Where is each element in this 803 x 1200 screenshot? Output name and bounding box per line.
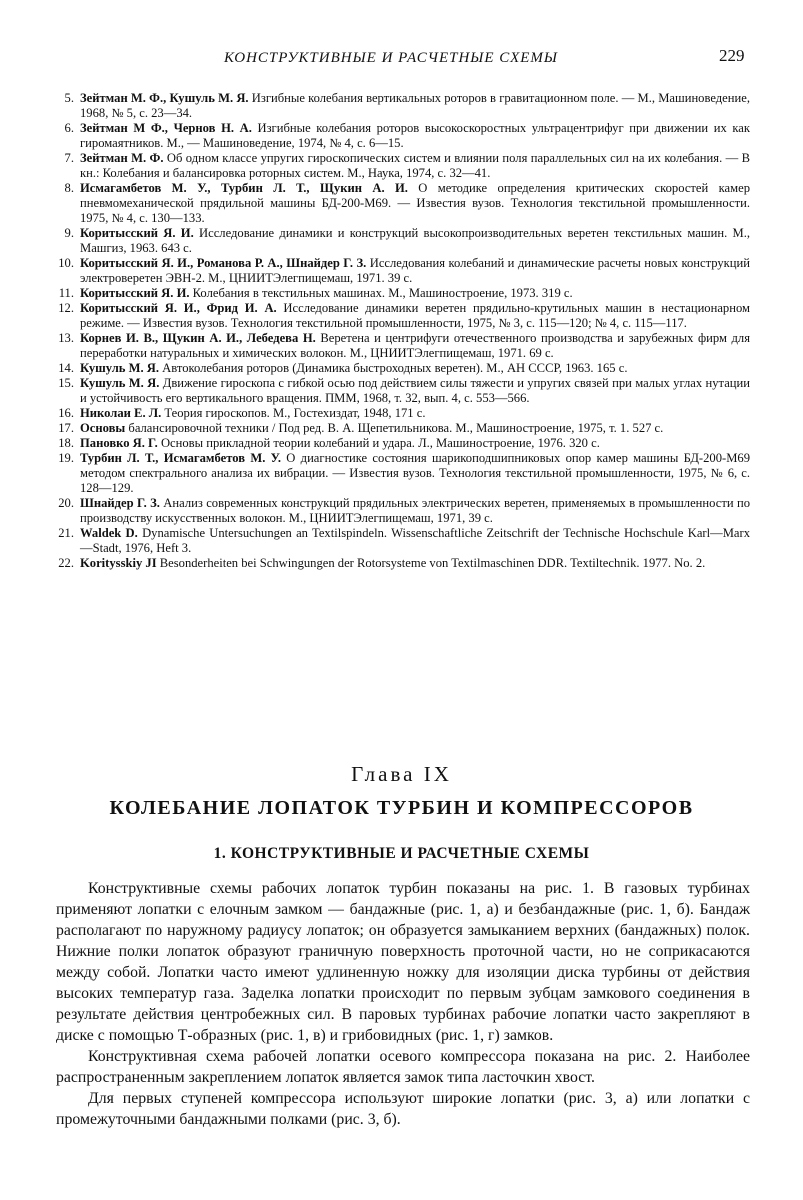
reference-item (56, 286, 750, 301)
reference-authors: Коритысский Я. И., Романова Р. А., Шнайдер Г. З. (80, 256, 367, 270)
reference-number: 11. (58, 286, 74, 300)
reference-authors: Кушуль М. Я. (80, 376, 160, 390)
reference-text: Исследование динамики веретен прядильно-крутильных машин в нестационарном режиме. — Известия вузов. Технология текстильной промышленности, 1975, № 3, с. 115—120; № 4, с. 115—117. (80, 301, 750, 330)
reference-authors: Зейтман М Ф., Чернов Н. А. (80, 121, 252, 135)
body-paragraph: Конструктивные схемы рабочих лопаток турбин показаны на рис. 1. В газовых турбинах применяют лопатки с елочным замком — бандажные (рис. 1, а) и безбандажные (рис. 1, б). Бандаж располагают по наружному радиусу лопаток; он образуется замыканием верхних (бандажных) полок. Нижние полки лопаток образуют граничную поверхность проточной части, но не соприкасаются между собой. Лопатки часто имеют удлиненную ножку для изоляции диска турбины от действия высоких температур газа. Заделка лопатки происходит по первым зубцам замкового соединения в результате действия центробежных сил. В паровых турбинах рабочие лопатки часто закрепляют в диске с помощью Т-образных (рис. 1, в) и грибовидных (рис. 1, г) замков. (56, 880, 750, 1044)
reference-authors: Зейтман М. Ф., Кушуль М. Я. (80, 91, 249, 105)
reference-item (56, 526, 750, 556)
reference-authors: Корнев И. В., Щукин А. И., Лебедева Н. (80, 331, 316, 345)
reference-number: 18. (58, 436, 74, 450)
reference-item (56, 451, 750, 496)
reference-number: 15. (58, 376, 74, 390)
reference-text: Автоколебания роторов (Динамика быстроходных веретен). М., АН СССР, 1963. 165 с. (159, 361, 628, 375)
reference-number: 8. (64, 181, 74, 195)
page-header (0, 46, 803, 70)
reference-item (56, 121, 750, 151)
reference-text: балансировочной техники / Под ред. В. А. Щепетильникова. М., Машиностроение, 1975, т. 1. 527 с. (125, 421, 664, 435)
reference-authors: Waldek D. (80, 526, 138, 540)
reference-number: 6. (64, 121, 74, 135)
reference-item (56, 226, 750, 256)
reference-authors: Коритысский Я. И. (80, 226, 194, 240)
reference-number: 20. (58, 496, 74, 510)
reference-text: Основы прикладной теории колебаний и удара. Л., Машиностроение, 1976. 320 с. (157, 436, 600, 450)
reference-text: Исследования колебаний и динамические расчеты новых конструкций электроверетен ЭВН-2. М., ЦНИИТЭлегпищемаш, 1971. 39 с. (80, 256, 750, 285)
reference-text: Dynamische Untersuchungen an Textilspindeln. Wissenschaftliche Zeitschrift der Technische Hochschule Karl—Marx—Stadt, 1976, Heft 3. (80, 526, 750, 555)
reference-authors: Исмагамбетов М. У., Турбин Л. Т., Щукин А. И. (80, 181, 408, 195)
reference-number: 21. (58, 526, 74, 540)
reference-authors: Турбин Л. Т., Исмагамбетов М. У. (80, 451, 281, 465)
reference-number: 19. (58, 451, 74, 465)
reference-item (56, 301, 750, 331)
reference-text: Besonderheiten bei Schwingungen der Rotorsysteme von Textilmaschinen DDR. Textiltechnik. 1977. No. 2. (156, 556, 706, 570)
reference-text: Изгибные колебания роторов высокоскоростных ультрацентрифуг при движении их как гиромаятников. М., — Машиноведение, 1974, № 4, с. 6—15. (80, 121, 750, 150)
reference-text: Веретена и центрифуги отечественного производства и зарубежных фирм для переработки натуральных и химических волокон. М., ЦНИИТЭлегпищемаш, 1971. 69 с. (80, 331, 750, 360)
reference-authors: Николаи Е. Л. (80, 406, 162, 420)
reference-list (56, 91, 750, 571)
reference-number: 10. (58, 256, 74, 270)
reference-text: О диагностике состояния шарикоподшипниковых опор камер машины БД-200-М69 методом спектрального анализа их вибрации. — Известия вузов. Технология текстильной промышленности, 1975, № 6, с. 128—129. (80, 451, 750, 495)
body-text (56, 878, 750, 1130)
reference-authors: Зейтман М. Ф. (80, 151, 164, 165)
reference-item (56, 376, 750, 406)
reference-item (56, 331, 750, 361)
reference-number: 13. (58, 331, 74, 345)
chapter-label: Глава IX (351, 762, 452, 786)
reference-item (56, 91, 750, 121)
body-paragraph: Конструктивная схема рабочей лопатки осевого компрессора показана на рис. 2. Наиболее распространенным закреплением лопаток является замок типа ласточкин хвост. (56, 1048, 750, 1086)
reference-text: Об одном классе упругих гироскопических систем и влиянии поля параллельных сил на их колебания. — В кн.: Колебания и балансировка роторных систем. М., Наука, 1974, с. 32—41. (80, 151, 750, 180)
running-title: КОНСТРУКТИВНЫЕ И РАСЧЕТНЫЕ СХЕМЫ (224, 50, 558, 66)
reference-authors: Коритысский Я. И., Фрид И. А. (80, 301, 277, 315)
reference-authors: Koritysskiy JI (80, 556, 157, 570)
reference-text: Анализ современных конструкций прядильных электрических веретен, применяемых в промышленности по производству искусственных волокон. М., ЦНИИТЭлегпищемаш, 1971, 39 с. (80, 496, 750, 525)
reference-text: Исследование динамики и конструкций высокопроизводительных веретен текстильных машин. М., Машгиз, 1963. 643 с. (80, 226, 750, 255)
reference-item (56, 406, 750, 421)
reference-number: 12. (58, 301, 74, 315)
reference-number: 5. (64, 91, 74, 105)
reference-number: 7. (64, 151, 74, 165)
chapter-title: КОЛЕБАНИЕ ЛОПАТОК ТУРБИН И КОМПРЕССОРОВ (109, 797, 694, 819)
reference-item (56, 421, 750, 436)
reference-number: 22. (58, 556, 74, 570)
reference-item (56, 556, 750, 571)
section-title: 1. КОНСТРУКТИВНЫЕ И РАСЧЕТНЫЕ СХЕМЫ (213, 845, 590, 862)
reference-authors: Основы (80, 421, 126, 435)
reference-item (56, 256, 750, 286)
page-number: 229 (719, 46, 745, 65)
reference-text: Изгибные колебания вертикальных роторов в гравитационном поле. — М., Машиноведение, 1968, № 5, с. 23—34. (80, 91, 750, 120)
reference-item (56, 496, 750, 526)
reference-authors: Коритысский Я. И. (80, 286, 190, 300)
reference-item (56, 436, 750, 451)
reference-text: Теория гироскопов. М., Гостехиздат, 1948, 171 с. (161, 406, 426, 420)
body-paragraph: Для первых ступеней компрессора используют широкие лопатки (рис. 3, а) или лопатки с промежуточными бандажными полками (рис. 3, б). (56, 1090, 750, 1128)
reference-item (56, 361, 750, 376)
reference-number: 14. (58, 361, 74, 375)
reference-number: 17. (58, 421, 74, 435)
reference-text: О методике определения критических скоростей камер пневмомеханической прядильной машины БД-200-М69. — Известия вузов. Технология текстильной промышленности. 1975, № 4, с. 130—133. (80, 181, 750, 225)
reference-authors: Шнайдер Г. З. (80, 496, 160, 510)
reference-number: 16. (58, 406, 74, 420)
reference-authors: Пановко Я. Г. (80, 436, 158, 450)
reference-number: 9. (64, 226, 74, 240)
reference-text: Движение гироскопа с гибкой осью под действием силы тяжести и упругих связей при малых углах нутации и устойчивость его вертикального вращения. ПММ, 1968, т. 32, вып. 4, с. 553—566. (80, 376, 751, 405)
reference-item (56, 151, 750, 181)
reference-item (56, 181, 750, 226)
reference-text: Колебания в текстильных машинах. М., Машиностроение, 1973. 319 с. (189, 286, 573, 300)
reference-authors: Кушуль М. Я. (80, 361, 160, 375)
